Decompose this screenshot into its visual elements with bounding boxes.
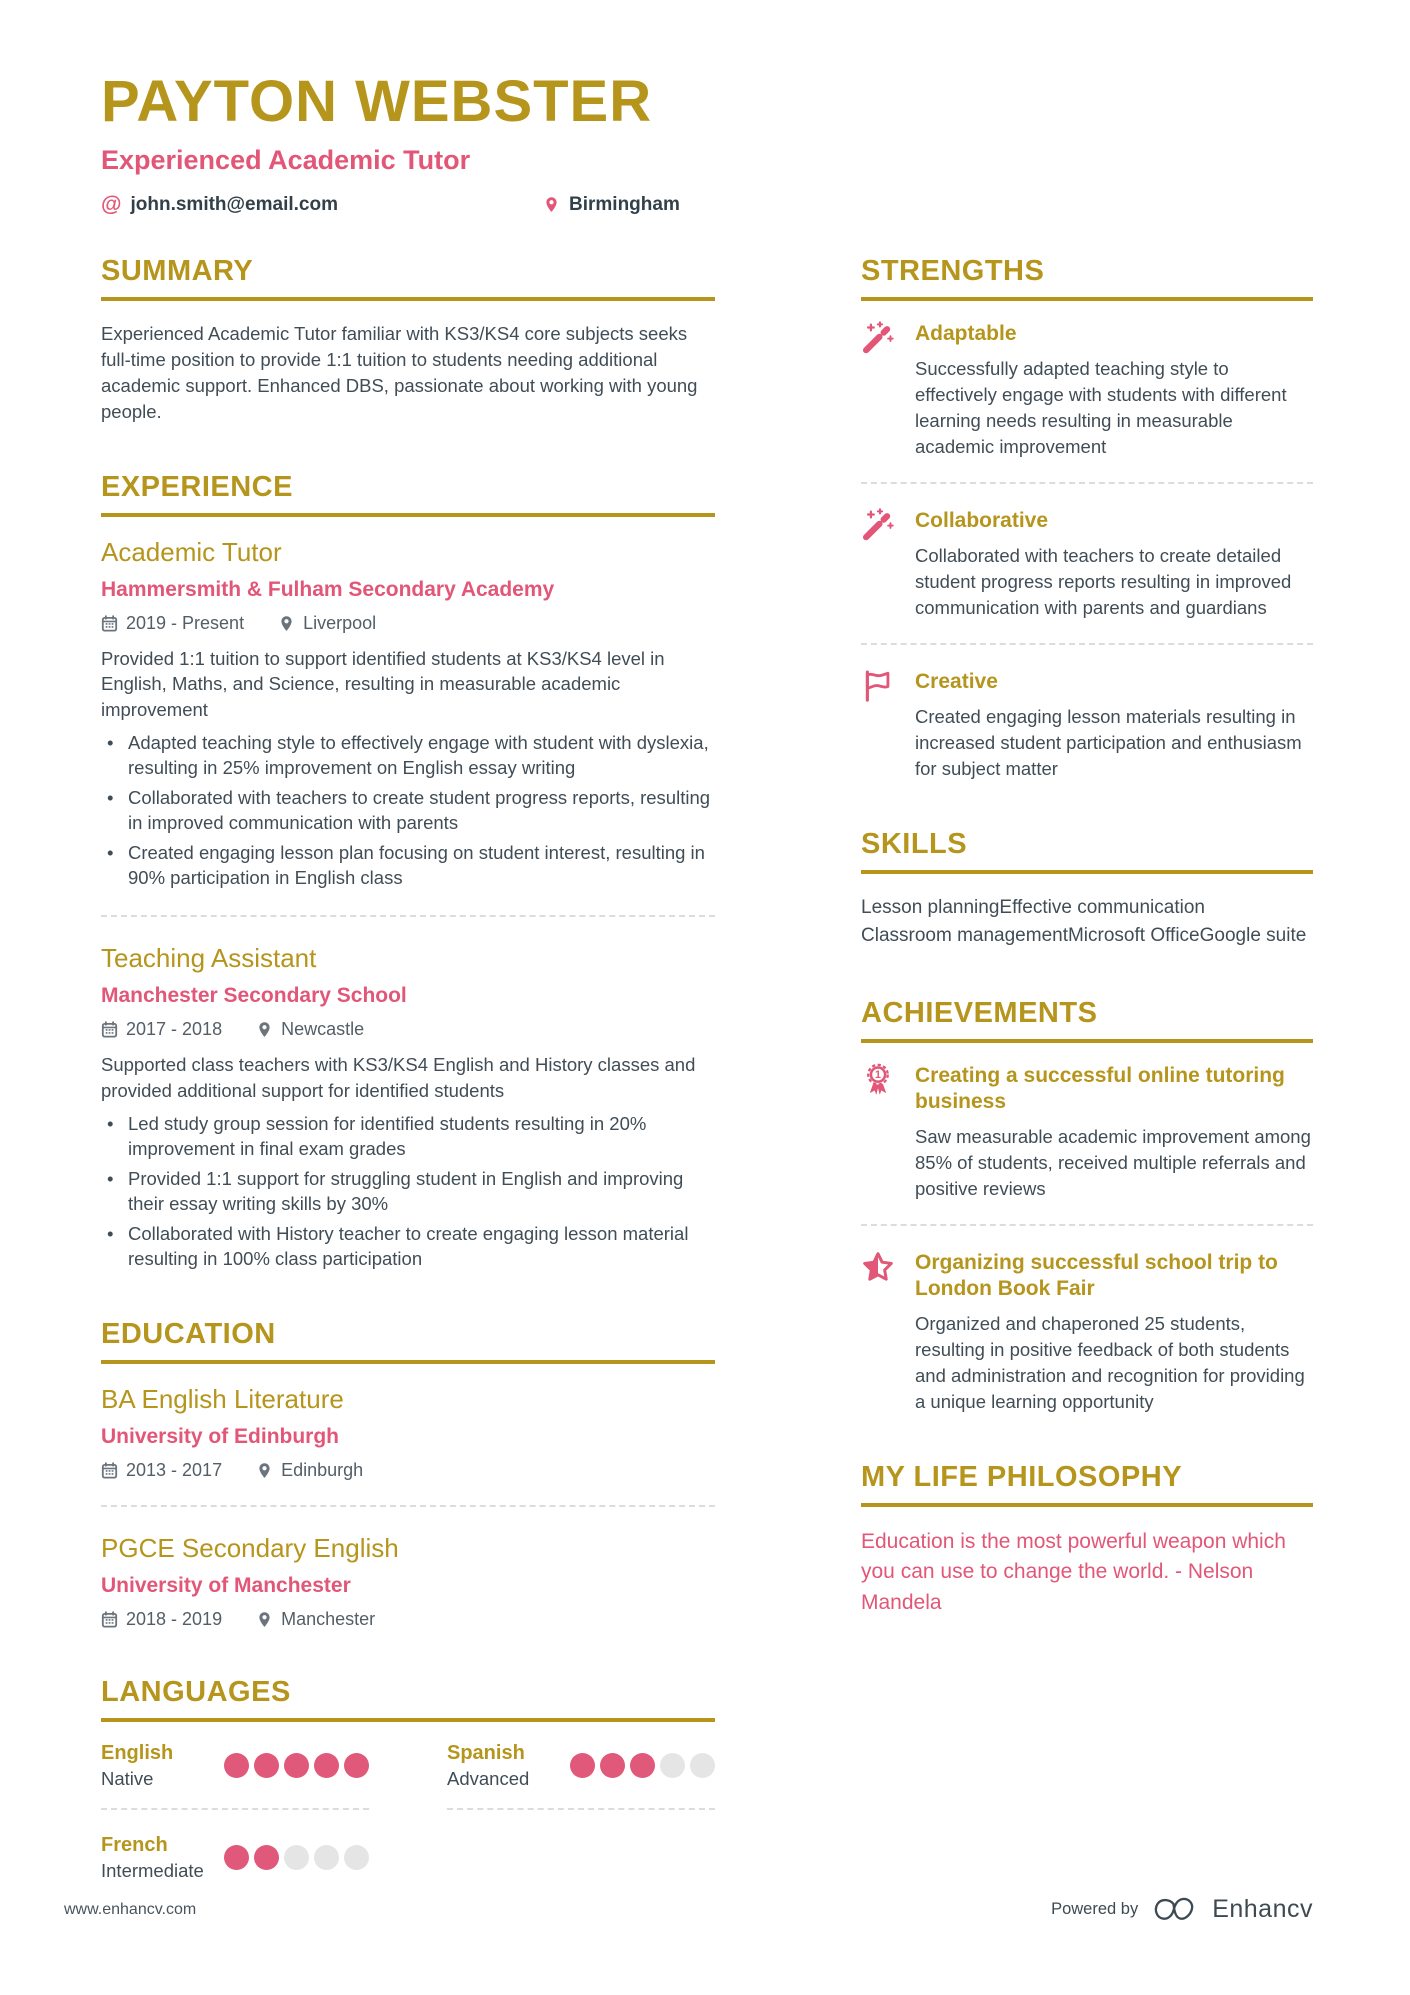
job-bullet: • Collaborated with teachers to create student progress reports, resulting in improved communication with parents: [101, 786, 715, 836]
location-pin-icon: [256, 1462, 273, 1479]
date-meta: [101, 613, 244, 634]
language-proficiency-dots: [224, 1845, 369, 1870]
experience-item: [101, 915, 715, 1272]
job-location: Newcastle: [281, 1019, 365, 1040]
level-dot-filled: [254, 1753, 279, 1778]
level-dot-filled: [224, 1753, 249, 1778]
skill-item: Google suite: [1199, 925, 1307, 947]
strength-text: Successfully adapted teaching style to effectively engage with students with different learning needs resulting in measurable academic improvement: [915, 358, 1287, 457]
level-dot-filled: [600, 1753, 625, 1778]
company-name: Hammersmith & Fulham Secondary Academy: [101, 577, 555, 601]
strength-body: [915, 669, 1313, 782]
level-dot-filled: [284, 1753, 309, 1778]
flag-icon: [861, 669, 895, 703]
job-meta-row: [101, 1019, 715, 1040]
skills-section: [861, 828, 1313, 951]
language-info: [447, 1742, 529, 1790]
job-bullet: • Created engaging lesson plan focusing on student interest, resulting in 90% participation in English class: [101, 841, 715, 891]
languages-heading: LANGUAGES: [101, 1676, 715, 1722]
education-item: [101, 1505, 715, 1630]
language-level: Advanced: [447, 1767, 530, 1789]
job-title: Teaching Assistant: [101, 943, 317, 974]
svg-text:1: 1: [875, 1068, 881, 1081]
page-footer: [64, 1895, 1313, 1924]
level-dot-empty: [690, 1753, 715, 1778]
job-bullet: • Collaborated with History teacher to create engaging lesson material resulting in 100% class participation: [101, 1222, 715, 1272]
job-location: Liverpool: [303, 612, 377, 633]
date-range: 2019 - Present: [126, 612, 245, 633]
education-meta-row: [101, 1460, 715, 1481]
skill-item: Lesson planning: [861, 896, 1000, 918]
level-dot-filled: [344, 1753, 369, 1778]
education-heading: EDUCATION: [101, 1318, 715, 1364]
strengths-section: [861, 255, 1313, 782]
school-location: Manchester: [281, 1608, 376, 1629]
skill-item: Classroom management: [861, 925, 1068, 947]
language-name: English: [101, 1741, 174, 1764]
achievement-title: Organizing successful school trip to London Book Fair: [915, 1250, 1278, 1301]
job-bullets: [101, 731, 715, 891]
contact-row: [101, 193, 1311, 217]
school-location: Edinburgh: [281, 1459, 364, 1480]
date-meta: [101, 1019, 222, 1040]
candidate-name: PAYTON WEBSTER: [101, 69, 653, 134]
strength-icon-wrap: [861, 669, 897, 705]
school-name: University of Edinburgh: [101, 1424, 340, 1448]
philosophy-quote: Education is the most powerful weapon which you can use to change the world. - Nelson Mandela: [861, 1529, 1286, 1614]
strength-item: [861, 321, 1313, 460]
school-name: University of Manchester: [101, 1573, 351, 1597]
level-dot-empty: [284, 1845, 309, 1870]
degree-title: BA English Literature: [101, 1383, 344, 1414]
job-description: Supported class teachers with KS3/KS4 English and History classes and provided additional support for identified students: [101, 1054, 696, 1101]
summary-text: Experienced Academic Tutor familiar with KS3/KS4 core subjects seeks full-time position to provide 1:1 tuition to students needing additional academic support. Enhanced DBS, passionate about working with young people.: [101, 323, 698, 422]
achievement-icon-wrap: [861, 1063, 897, 1099]
level-dot-filled: [570, 1753, 595, 1778]
resume-header: [101, 69, 1311, 217]
experience-heading: EXPERIENCE: [101, 471, 715, 517]
achievement-body: [915, 1063, 1313, 1202]
job-bullet: • Led study group session for identified students resulting in 20% improvement in final exam grades: [101, 1112, 715, 1162]
achievements-section: [861, 997, 1313, 1415]
achievements-heading: ACHIEVEMENTS: [861, 997, 1313, 1043]
magic-wand-icon: [861, 321, 895, 355]
magic-wand-icon: [861, 508, 895, 542]
language-level: Native: [101, 1767, 154, 1789]
language-level: Intermediate: [101, 1859, 204, 1881]
date-range: 2013 - 2017: [126, 1459, 223, 1480]
skill-item: Microsoft Office: [1067, 925, 1200, 947]
date-range: 2018 - 2019: [126, 1608, 223, 1629]
experience-section: [101, 471, 715, 1272]
job-bullets: [101, 1112, 715, 1272]
language-info: [101, 1742, 173, 1790]
experience-list: [101, 537, 715, 1272]
language-proficiency-dots: [224, 1753, 369, 1778]
languages-list: [101, 1742, 715, 1882]
strength-item: [861, 482, 1313, 621]
email-text: john.smith@email.com: [130, 193, 338, 215]
medal-icon: [861, 1063, 895, 1097]
strength-icon-wrap: [861, 321, 897, 357]
job-description: Provided 1:1 tuition to support identified students at KS3/KS4 level in English, Maths, and Science, resulting in measurable academic improvement: [101, 647, 665, 721]
calendar-icon: [101, 615, 118, 632]
footer-website: www.enhancv.com: [64, 1900, 197, 1918]
job-bullet: • Adapted teaching style to effectively engage with student with dyslexia, resulting in 25% improvement on English essay writing: [101, 731, 715, 781]
language-proficiency-dots: [570, 1753, 715, 1778]
language-name: Spanish: [447, 1741, 525, 1764]
left-column: [101, 255, 715, 1882]
strength-title: Collaborative: [915, 508, 1049, 532]
location-contact: [543, 194, 680, 216]
date-meta: [101, 1460, 222, 1481]
level-dot-filled: [254, 1845, 279, 1870]
achievement-item: [861, 1224, 1313, 1415]
strengths-heading: STRENGTHS: [861, 255, 1313, 301]
level-dot-empty: [314, 1845, 339, 1870]
enhancv-wordmark: Enhancv: [1212, 1895, 1313, 1923]
language-name: French: [101, 1833, 168, 1856]
location-meta: [278, 613, 376, 634]
strength-text: Created engaging lesson materials resulting in increased student participation and enthusiasm for subject matter: [915, 705, 1302, 779]
calendar-icon: [101, 1462, 118, 1479]
language-item: [101, 1834, 369, 1882]
location-text: Birmingham: [569, 193, 680, 215]
level-dot-filled: [314, 1753, 339, 1778]
summary-section: [101, 255, 715, 425]
strength-item: [861, 643, 1313, 782]
education-item: [101, 1384, 715, 1481]
strength-icon-wrap: [861, 508, 897, 544]
location-meta: [256, 1460, 363, 1481]
powered-by: [1051, 1895, 1313, 1924]
location-pin-icon: [256, 1021, 273, 1038]
achievements-list: [861, 1063, 1313, 1415]
powered-by-label: Powered by: [1051, 1900, 1139, 1918]
level-dot-empty: [344, 1845, 369, 1870]
candidate-title: Experienced Academic Tutor: [101, 144, 471, 175]
date-meta: [101, 1609, 222, 1630]
job-title: Academic Tutor: [101, 536, 282, 567]
strength-text: Collaborated with teachers to create detailed student progress reports resulting in improved communication with parents and guardians: [915, 545, 1292, 618]
language-item: [447, 1742, 715, 1810]
location-pin-icon: [543, 196, 560, 213]
calendar-icon: [101, 1611, 118, 1628]
strength-body: [915, 508, 1313, 621]
language-item: [101, 1742, 369, 1810]
philosophy-section: [861, 1461, 1313, 1618]
location-pin-icon: [256, 1611, 273, 1628]
achievement-body: [915, 1250, 1313, 1415]
achievement-item: [861, 1063, 1313, 1202]
at-icon: @: [101, 192, 122, 216]
skills-heading: SKILLS: [861, 828, 1313, 874]
level-dot-filled: [630, 1753, 655, 1778]
job-bullet: • Provided 1:1 support for struggling student in English and improving their essay writing skills by 30%: [101, 1167, 715, 1217]
star-icon: [861, 1250, 895, 1284]
level-dot-filled: [224, 1845, 249, 1870]
email-contact: [101, 193, 338, 217]
enhancv-logo-icon: [1152, 1896, 1198, 1924]
date-range: 2017 - 2018: [126, 1019, 223, 1040]
philosophy-heading: MY LIFE PHILOSOPHY: [861, 1461, 1313, 1507]
achievement-text: Saw measurable academic improvement among 85% of students, received multiple referrals and positive reviews: [915, 1126, 1311, 1199]
summary-heading: SUMMARY: [101, 255, 715, 301]
education-section: [101, 1318, 715, 1630]
achievement-title: Creating a successful online tutoring business: [915, 1063, 1285, 1113]
location-pin-icon: [278, 615, 295, 632]
level-dot-empty: [660, 1753, 685, 1778]
calendar-icon: [101, 1021, 118, 1038]
job-meta-row: [101, 613, 715, 634]
languages-section: [101, 1676, 715, 1882]
language-info: [101, 1834, 204, 1882]
education-list: [101, 1384, 715, 1630]
degree-title: PGCE Secondary English: [101, 1532, 399, 1563]
education-meta-row: [101, 1609, 715, 1630]
strength-body: [915, 321, 1313, 460]
strength-title: Creative: [915, 669, 998, 693]
experience-item: [101, 537, 715, 891]
skill-item: Effective communication: [999, 896, 1205, 918]
achievement-icon-wrap: [861, 1250, 897, 1286]
strength-title: Adaptable: [915, 322, 1017, 345]
company-name: Manchester Secondary School: [101, 984, 407, 1008]
location-meta: [256, 1019, 364, 1040]
right-column: [861, 255, 1313, 1618]
strengths-list: [861, 321, 1313, 782]
skills-list: [861, 894, 1313, 951]
location-meta: [256, 1609, 375, 1630]
achievement-text: Organized and chaperoned 25 students, resulting in positive feedback of both students and administration and recognition for providing a unique learning opportunity: [915, 1313, 1305, 1412]
